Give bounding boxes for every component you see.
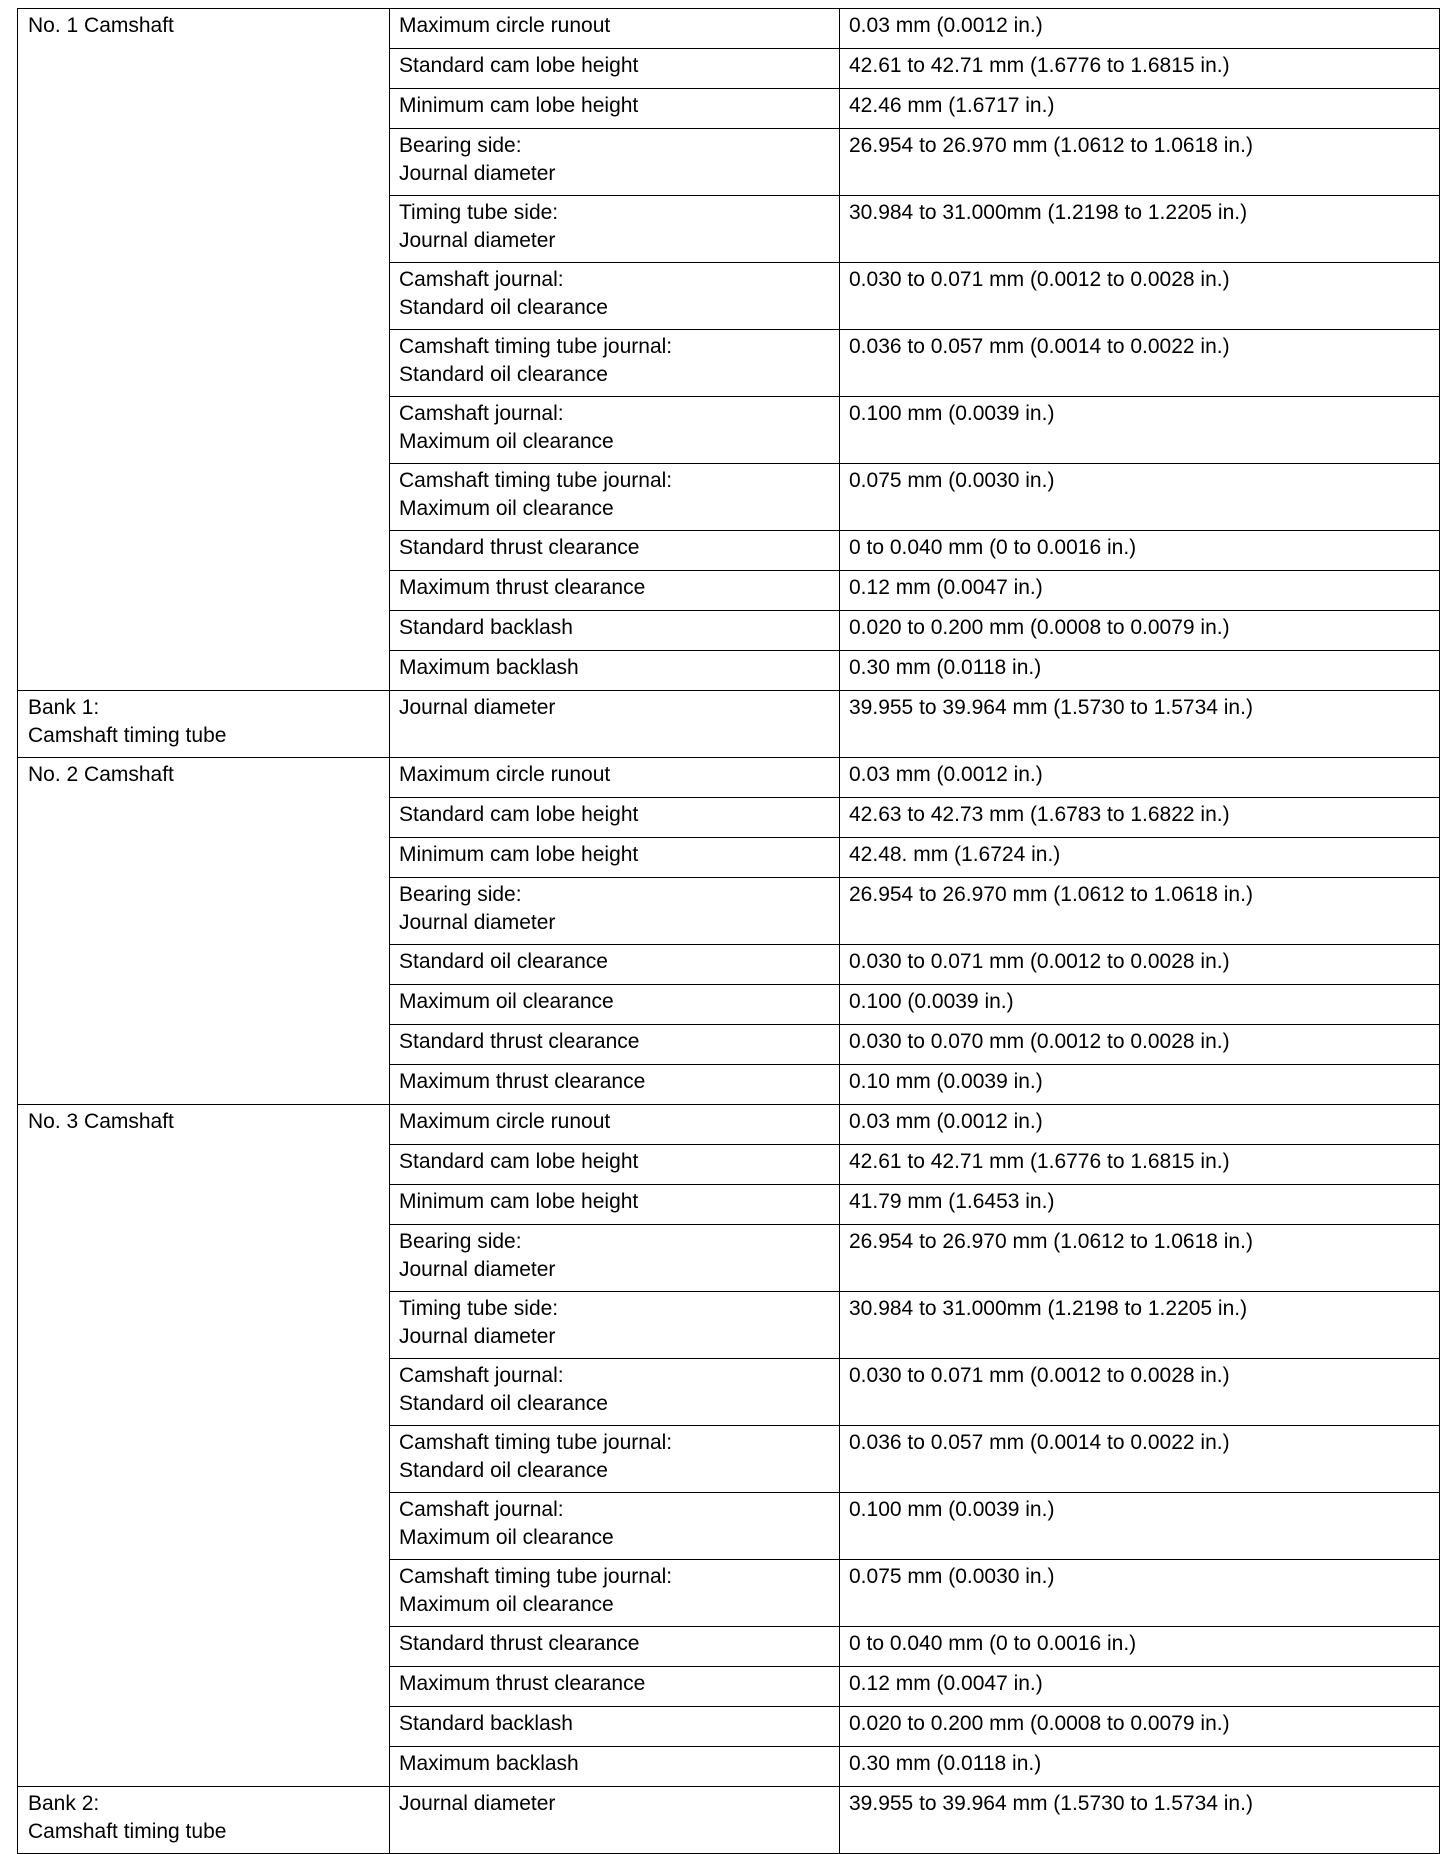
spec-item: Maximum circle runout: [390, 1105, 840, 1145]
spec-value: 0.036 to 0.057 mm (0.0014 to 0.0022 in.): [840, 330, 1440, 397]
spec-item: Camshaft timing tube journal: Maximum oil clearance: [390, 1560, 840, 1627]
spec-value: 30.984 to 31.000mm (1.2198 to 1.2205 in.): [840, 1292, 1440, 1359]
spec-value: 42.48. mm (1.6724 in.): [840, 838, 1440, 878]
spec-value: 0.020 to 0.200 mm (0.0008 to 0.0079 in.): [840, 611, 1440, 651]
spec-value: 0.030 to 0.071 mm (0.0012 to 0.0028 in.): [840, 1359, 1440, 1426]
spec-value: 0.030 to 0.071 mm (0.0012 to 0.0028 in.): [840, 263, 1440, 330]
camshaft-spec-table: [17, 8, 1440, 1854]
spec-value: 0.03 mm (0.0012 in.): [840, 758, 1440, 798]
spec-item: Maximum oil clearance: [390, 985, 840, 1025]
spec-value: 0.100 (0.0039 in.): [840, 985, 1440, 1025]
spec-item: Timing tube side: Journal diameter: [390, 1292, 840, 1359]
spec-value: 0.100 mm (0.0039 in.): [840, 397, 1440, 464]
spec-item: Standard cam lobe height: [390, 798, 840, 838]
spec-item: Standard backlash: [390, 1707, 840, 1747]
component-name: No. 1 Camshaft: [18, 9, 390, 691]
component-name: Bank 2: Camshaft timing tube: [18, 1787, 390, 1854]
spec-item: Camshaft timing tube journal: Standard oil clearance: [390, 330, 840, 397]
spec-item: Camshaft timing tube journal: Maximum oil clearance: [390, 464, 840, 531]
spec-value: 0.30 mm (0.0118 in.): [840, 1747, 1440, 1787]
spec-value: 0.020 to 0.200 mm (0.0008 to 0.0079 in.): [840, 1707, 1440, 1747]
spec-item: Minimum cam lobe height: [390, 838, 840, 878]
spec-value: 41.79 mm (1.6453 in.): [840, 1185, 1440, 1225]
spec-value: 0.10 mm (0.0039 in.): [840, 1065, 1440, 1105]
spec-value: 0.03 mm (0.0012 in.): [840, 9, 1440, 49]
spec-value: 0.075 mm (0.0030 in.): [840, 464, 1440, 531]
spec-value: 0.03 mm (0.0012 in.): [840, 1105, 1440, 1145]
spec-value: 39.955 to 39.964 mm (1.5730 to 1.5734 in.): [840, 1787, 1440, 1854]
spec-value: 0 to 0.040 mm (0 to 0.0016 in.): [840, 1627, 1440, 1667]
spec-item: Camshaft journal: Standard oil clearance: [390, 263, 840, 330]
spec-item: Maximum circle runout: [390, 758, 840, 798]
spec-value: 42.61 to 42.71 mm (1.6776 to 1.6815 in.): [840, 1145, 1440, 1185]
spec-item: Bearing side: Journal diameter: [390, 1225, 840, 1292]
spec-item: Minimum cam lobe height: [390, 1185, 840, 1225]
table-row: [18, 691, 1440, 758]
spec-value: 0.12 mm (0.0047 in.): [840, 1667, 1440, 1707]
table-row: [18, 1105, 1440, 1145]
spec-item: Maximum backlash: [390, 651, 840, 691]
spec-value: 0.12 mm (0.0047 in.): [840, 571, 1440, 611]
table-row: [18, 1787, 1440, 1854]
spec-item: Standard thrust clearance: [390, 1025, 840, 1065]
spec-item: Minimum cam lobe height: [390, 89, 840, 129]
spec-value: 26.954 to 26.970 mm (1.0612 to 1.0618 in.): [840, 878, 1440, 945]
spec-item: Bearing side: Journal diameter: [390, 129, 840, 196]
spec-item: Camshaft journal: Maximum oil clearance: [390, 397, 840, 464]
spec-item: Camshaft journal: Standard oil clearance: [390, 1359, 840, 1426]
spec-item: Standard thrust clearance: [390, 531, 840, 571]
table-row: [18, 758, 1440, 798]
spec-item: Standard cam lobe height: [390, 1145, 840, 1185]
spec-item: Journal diameter: [390, 1787, 840, 1854]
spec-value: 0.036 to 0.057 mm (0.0014 to 0.0022 in.): [840, 1426, 1440, 1493]
spec-item: Timing tube side: Journal diameter: [390, 196, 840, 263]
spec-item: Camshaft timing tube journal: Standard oil clearance: [390, 1426, 840, 1493]
table-row: [18, 9, 1440, 49]
spec-value: 0.30 mm (0.0118 in.): [840, 651, 1440, 691]
spec-table-body: [18, 9, 1440, 1854]
spec-value: 0 to 0.040 mm (0 to 0.0016 in.): [840, 531, 1440, 571]
spec-value: 42.63 to 42.73 mm (1.6783 to 1.6822 in.): [840, 798, 1440, 838]
spec-value: 0.100 mm (0.0039 in.): [840, 1493, 1440, 1560]
component-name: Bank 1: Camshaft timing tube: [18, 691, 390, 758]
component-name: No. 3 Camshaft: [18, 1105, 390, 1787]
spec-value: 0.075 mm (0.0030 in.): [840, 1560, 1440, 1627]
spec-value: 0.030 to 0.071 mm (0.0012 to 0.0028 in.): [840, 945, 1440, 985]
spec-item: Camshaft journal: Maximum oil clearance: [390, 1493, 840, 1560]
spec-item: Maximum thrust clearance: [390, 571, 840, 611]
component-name: No. 2 Camshaft: [18, 758, 390, 1105]
spec-item: Standard oil clearance: [390, 945, 840, 985]
spec-item: Journal diameter: [390, 691, 840, 758]
spec-item: Standard cam lobe height: [390, 49, 840, 89]
spec-item: Maximum thrust clearance: [390, 1667, 840, 1707]
spec-item: Standard thrust clearance: [390, 1627, 840, 1667]
spec-value: 42.61 to 42.71 mm (1.6776 to 1.6815 in.): [840, 49, 1440, 89]
spec-item: Maximum backlash: [390, 1747, 840, 1787]
spec-item: Maximum thrust clearance: [390, 1065, 840, 1105]
spec-item: Bearing side: Journal diameter: [390, 878, 840, 945]
spec-value: 26.954 to 26.970 mm (1.0612 to 1.0618 in.): [840, 129, 1440, 196]
spec-item: Standard backlash: [390, 611, 840, 651]
spec-value: 30.984 to 31.000mm (1.2198 to 1.2205 in.): [840, 196, 1440, 263]
spec-value: 0.030 to 0.070 mm (0.0012 to 0.0028 in.): [840, 1025, 1440, 1065]
spec-item: Maximum circle runout: [390, 9, 840, 49]
spec-value: 42.46 mm (1.6717 in.): [840, 89, 1440, 129]
spec-value: 39.955 to 39.964 mm (1.5730 to 1.5734 in.): [840, 691, 1440, 758]
spec-value: 26.954 to 26.970 mm (1.0612 to 1.0618 in.): [840, 1225, 1440, 1292]
